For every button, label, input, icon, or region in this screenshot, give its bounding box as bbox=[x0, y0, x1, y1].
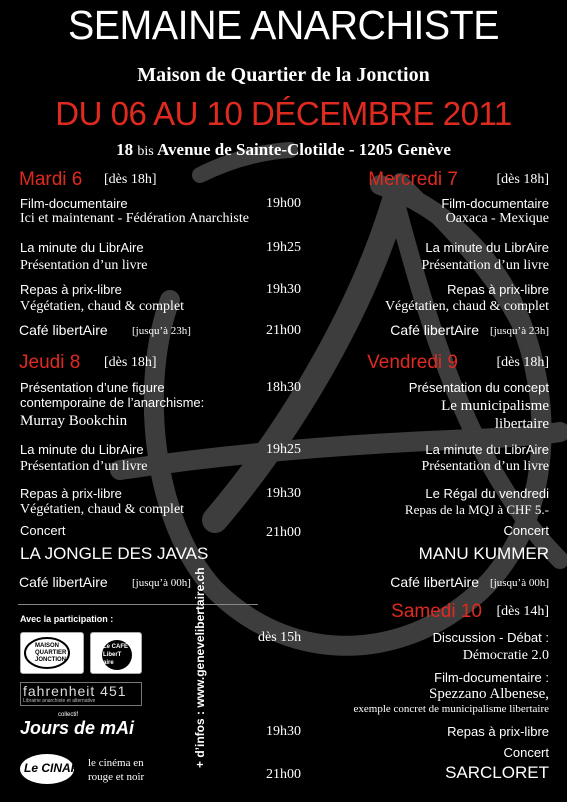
event-time: 19h25 bbox=[266, 240, 301, 255]
cafe-libertaire-logo-text: Le CAFE LiberT aire bbox=[103, 644, 129, 666]
event-note: [jusqu’à 00h] bbox=[132, 577, 191, 589]
address-bis: bis bbox=[137, 144, 154, 159]
event-label: Concert bbox=[503, 523, 549, 538]
event-label: Discussion - Débat : bbox=[432, 630, 549, 645]
address-rest: Avenue de Sainte-Clotilde - 1205 Genève bbox=[157, 140, 451, 159]
event-time: 19h25 bbox=[266, 442, 301, 457]
event-note: [jusqu’à 23h] bbox=[490, 325, 549, 337]
event-label: Présentation d’une figure bbox=[20, 380, 165, 395]
event-desc: Murray Bookchin bbox=[20, 413, 128, 429]
fahrenheit-logo-subtext: Librairie anarchiste et alternative bbox=[23, 698, 96, 704]
day-title: Vendredi 9 bbox=[367, 352, 458, 373]
event-desc: Végétatien, chaud & complet bbox=[20, 299, 185, 314]
event-time: 21h00 bbox=[266, 323, 301, 338]
event-title: SEMAINE ANARCHISTE bbox=[68, 2, 499, 48]
event-desc: MANU KUMMER bbox=[418, 544, 549, 563]
event-note: [jusqu’à 00h] bbox=[490, 577, 549, 589]
event-label: La minute du LibrAire bbox=[20, 442, 144, 457]
day-start: [dès 18h] bbox=[104, 355, 157, 370]
event-desc: SARCLORET bbox=[445, 763, 549, 782]
event-label: La minute du LibrAire bbox=[425, 442, 549, 457]
event-desc: Présentation d’un livre bbox=[20, 459, 148, 474]
event-desc: Oaxaca - Mexique bbox=[445, 211, 549, 226]
day-title: Mardi 6 bbox=[19, 169, 83, 190]
event-dates: DU 06 AU 10 DÉCEMBRE 2011 bbox=[55, 95, 512, 132]
event-label: Repas à prix-libre bbox=[20, 486, 122, 501]
day-start: [dès 18h] bbox=[496, 172, 549, 187]
event-label: Repas à prix-libre bbox=[20, 282, 122, 297]
event-time: 19h30 bbox=[266, 282, 301, 297]
day-title: Jeudi 8 bbox=[19, 352, 81, 373]
event-label: Film-documentaire : bbox=[434, 670, 549, 685]
event-desc: Spezzano Albenese, bbox=[429, 686, 549, 702]
event-label: Café libertAire bbox=[390, 574, 479, 590]
maison-quartier-logo-text: MAISON QUARTIER JONCTION bbox=[35, 643, 67, 663]
event-desc: Le municipalisme bbox=[441, 398, 549, 414]
day-start: [dès 14h] bbox=[496, 604, 549, 619]
event-desc: Présentation d’un livre bbox=[421, 258, 549, 273]
event-time: 19h30 bbox=[266, 486, 301, 501]
event-time: dès 15h bbox=[258, 630, 302, 645]
event-label: La minute du LibrAire bbox=[425, 240, 549, 255]
cinar-text: rouge et noir bbox=[88, 771, 145, 783]
event-label: Café libertAire bbox=[390, 322, 479, 338]
event-label: Film-documentaire bbox=[20, 196, 128, 211]
event-note: [jusqu’à 23h] bbox=[132, 325, 191, 337]
event-time: 18h30 bbox=[266, 380, 301, 395]
address-number: 18 bbox=[116, 140, 134, 159]
event-desc: Présentation d’un livre bbox=[421, 459, 549, 474]
event-desc: Démocratie 2.0 bbox=[462, 648, 549, 663]
event-label: contemporaine de l’anarchisme: bbox=[20, 395, 205, 410]
cinar-logo bbox=[20, 754, 80, 784]
event-desc: Présentation d’un livre bbox=[20, 258, 148, 273]
event-label: Repas à prix-libre bbox=[447, 282, 549, 297]
event-label: Concert bbox=[503, 745, 549, 760]
fahrenheit-logo bbox=[20, 682, 142, 706]
event-label: Café libertAire bbox=[19, 574, 108, 590]
event-desc: LA JONGLE DES JAVAS bbox=[20, 544, 209, 563]
event-desc: Végétatien, chaud & complet bbox=[20, 502, 185, 517]
event-label: Film-documentaire bbox=[441, 196, 549, 211]
sponsors-divider bbox=[18, 604, 258, 605]
event-label: Le Régal du vendredi bbox=[425, 486, 549, 501]
event-label: Concert bbox=[20, 523, 66, 538]
day-start: [dès 18h] bbox=[104, 172, 157, 187]
cafe-libertaire-logo bbox=[90, 632, 142, 674]
event-desc: exemple concret de municipalisme libertaire bbox=[353, 703, 549, 715]
event-label: Présentation du concept bbox=[408, 380, 549, 395]
event-desc: Repas de la MQJ à CHF 5.- bbox=[404, 502, 549, 517]
event-time: 19h00 bbox=[266, 196, 301, 211]
jours-de-mai-small: collectif bbox=[58, 712, 79, 718]
event-label: La minute du LibrAire bbox=[20, 240, 144, 255]
jours-de-mai-logo: Jours de mAi bbox=[20, 718, 135, 738]
maison-quartier-logo bbox=[20, 632, 84, 674]
event-desc: Végétatien, chaud & complet bbox=[384, 299, 549, 314]
website-link[interactable]: + d’infos : www.genevelibertaire.ch bbox=[193, 567, 207, 768]
venue-address bbox=[0, 140, 567, 160]
cinar-logo-text: Le CINAR bbox=[24, 761, 80, 775]
event-time: 19h30 bbox=[266, 724, 301, 739]
cinar-text: le cinéma en bbox=[88, 757, 144, 769]
event-time: 21h00 bbox=[266, 767, 301, 782]
day-title: Mercredi 7 bbox=[368, 169, 458, 190]
event-label: Repas à prix-libre bbox=[447, 724, 549, 739]
venue-subtitle: Maison de Quartier de la Jonction bbox=[137, 64, 430, 86]
event-time: 21h00 bbox=[266, 525, 301, 540]
event-desc: libertaire bbox=[494, 416, 549, 432]
day-title: Samedi 10 bbox=[391, 601, 482, 622]
fahrenheit-logo-text: fahrenheit 451 bbox=[23, 683, 127, 699]
day-start: [dès 18h] bbox=[496, 355, 549, 370]
sponsors-heading: Avec la participation : bbox=[20, 614, 114, 624]
event-label: Café libertAire bbox=[19, 322, 108, 338]
event-desc: Ici et maintenant - Fédération Anarchiste bbox=[20, 211, 249, 226]
